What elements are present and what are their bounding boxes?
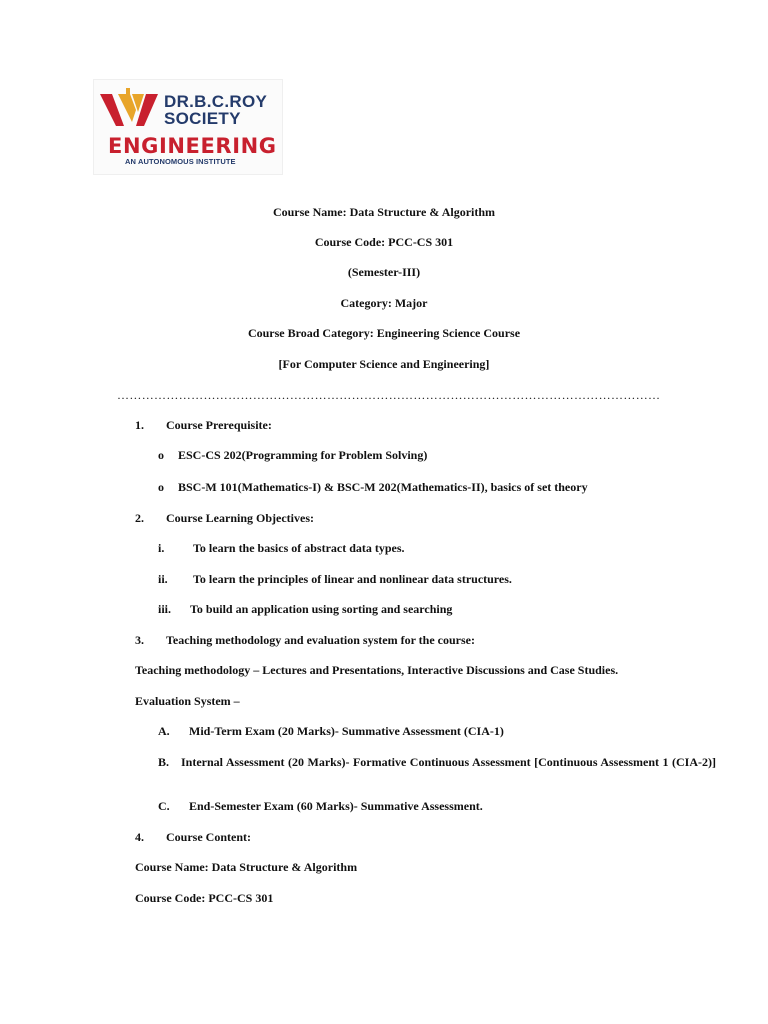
section1-number: 1. xyxy=(135,418,144,432)
section2-title: Course Learning Objectives: xyxy=(166,511,314,525)
content-course-code: Course Code: PCC-CS 301 xyxy=(135,891,274,905)
teaching-methodology: Teaching methodology – Lectures and Presentations, Interactive Discussions and Case Studies. xyxy=(135,663,619,677)
bullet-icon: o xyxy=(158,448,164,462)
objective-number: ii. xyxy=(158,572,168,586)
header-course-code: Course Code: PCC-CS 301 xyxy=(314,235,454,249)
section4-number: 4. xyxy=(135,830,144,844)
objective-text: To learn the principles of linear and nonlinear data structures. xyxy=(193,572,512,586)
evaluation-letter: C. xyxy=(158,799,170,813)
section1-title: Course Prerequisite: xyxy=(166,418,272,432)
logo-line2: SOCIETY xyxy=(164,109,241,128)
header-category: Category: Major xyxy=(340,296,428,310)
evaluation-text: Mid-Term Exam (20 Marks)- Summative Assessment (CIA-1) xyxy=(189,724,504,738)
section2-number: 2. xyxy=(135,511,144,525)
header-broad-category: Course Broad Category: Engineering Science Course xyxy=(247,326,521,340)
content-course-name: Course Name: Data Structure & Algorithm xyxy=(135,860,358,874)
evaluation-text: Internal Assessment (20 Marks)- Formative Continuous Assessment [Continuous Assessment 1 (CIA-2)] xyxy=(181,755,716,769)
section4-title: Course Content: xyxy=(166,830,251,844)
section3-title: Teaching methodology and evaluation system for the course: xyxy=(166,633,475,647)
institute-logo xyxy=(93,79,283,175)
separator-line: …………………………………………………………………………………………………………………… xyxy=(117,388,661,402)
evaluation-text: End-Semester Exam (60 Marks)- Summative Assessment. xyxy=(189,799,483,813)
logo-line1: DR.B.C.ROY xyxy=(164,92,268,111)
header-semester: (Semester-III) xyxy=(347,265,421,279)
prerequisite-item: BSC-M 101(Mathematics-I) & BSC-M 202(Mathematics-II), basics of set theory xyxy=(178,480,588,494)
logo-line4: AN AUTONOMOUS INSTITUTE xyxy=(125,157,236,166)
logo-line3: ENGINEERING xyxy=(108,134,277,158)
prerequisite-item: ESC-CS 202(Programming for Problem Solving) xyxy=(178,448,428,462)
objective-text: To learn the basics of abstract data types. xyxy=(193,541,405,555)
header-department: [For Computer Science and Engineering] xyxy=(278,357,490,371)
bullet-icon: o xyxy=(158,480,164,494)
evaluation-letter: A. xyxy=(158,724,170,738)
section3-number: 3. xyxy=(135,633,144,647)
evaluation-label: Evaluation System – xyxy=(135,694,240,708)
objective-number: iii. xyxy=(158,602,172,616)
evaluation-letter: B. xyxy=(158,755,170,769)
objective-text: To build an application using sorting and searching xyxy=(190,602,453,616)
objective-number: i. xyxy=(158,541,165,555)
header-course-name: Course Name: Data Structure & Algorithm xyxy=(272,205,496,219)
